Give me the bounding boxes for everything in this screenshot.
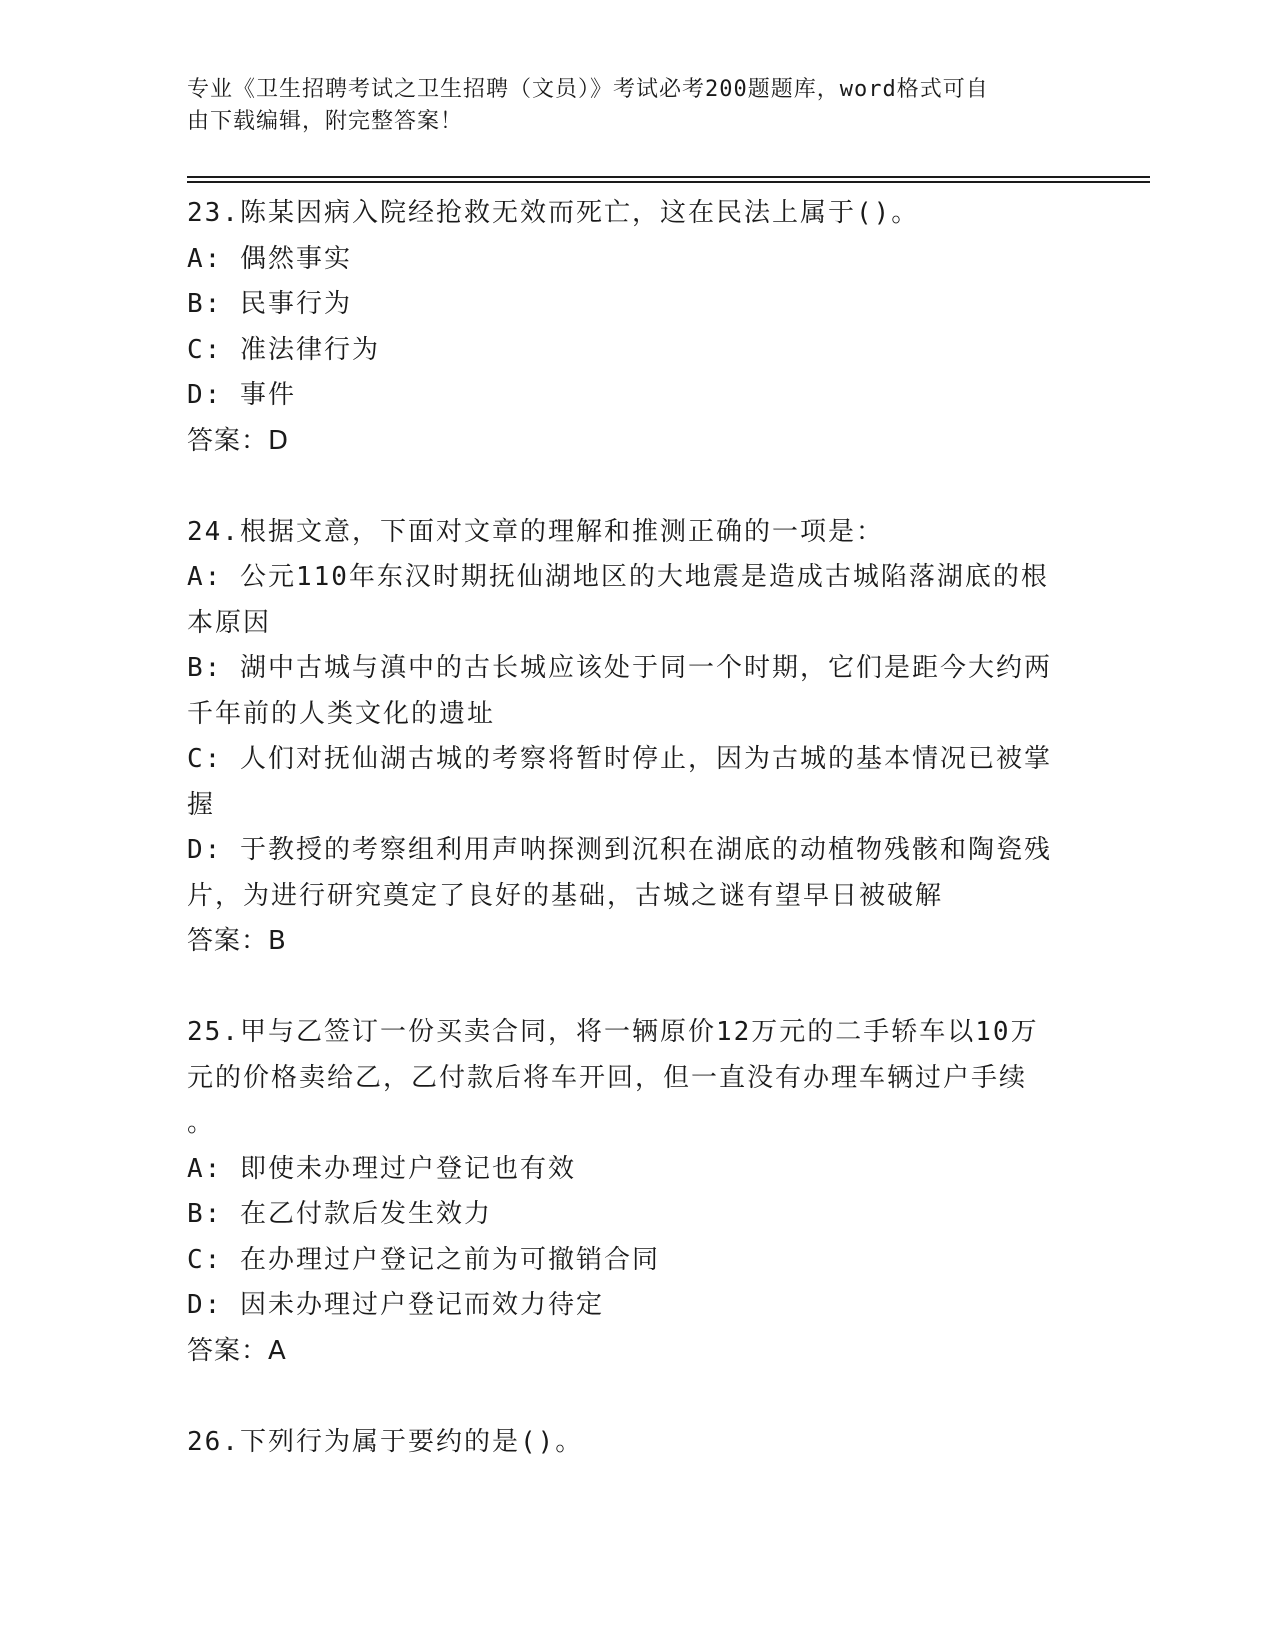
option-c: C: 在办理过户登记之前为可撤销合同 [187,1244,660,1275]
question-stem: 23.陈某因病入院经抢救无效而死亡，这在民法上属于()。 [187,198,920,228]
spacer [187,965,1067,1011]
option-d: D: 因未办理过户登记而效力待定 [187,1290,604,1320]
question-23 [187,191,1067,464]
option-c-line-2: 握 [187,789,216,820]
question-list [187,191,1067,1465]
header-line-2: 由下载编辑，附完整答案！ [187,109,464,134]
option-b: B: 在乙付款后发生效力 [187,1199,492,1229]
option-b-line-2: 千年前的人类文化的遗址 [187,698,496,729]
option-b: B: 民事行为 [187,289,352,319]
spacer [187,1374,1067,1420]
question-stem: 26.下列行为属于要约的是()。 [187,1426,584,1457]
header-line-1: 专业《卫生招聘考试之卫生招聘（文员）》考试必考200题题库，word格式可自 [187,77,989,102]
option-c-line-1: C: 人们对抚仙湖古城的考察将暂时停止，因为古城的基本情况已被掌 [187,744,1052,774]
option-a: A: 即使未办理过户登记也有效 [187,1153,576,1184]
question-25 [187,1010,1067,1374]
question-stem-line-2: 元的价格卖给乙，乙付款后将车开回，但一直没有办理车辆过户手续 [187,1062,1028,1093]
answer: 答案：D [187,425,290,456]
option-d-line-1: D: 于教授的考察组利用声呐探测到沉积在湖底的动植物残骸和陶瓷残 [187,835,1052,865]
question-stem: 24.根据文意，下面对文章的理解和推测正确的一项是： [187,516,884,547]
option-c: C: 准法律行为 [187,334,380,365]
question-stem-line-3: 。 [187,1108,216,1138]
answer: 答案：A [187,1335,287,1366]
document-header [187,74,1067,138]
option-b-line-1: B: 湖中古城与滇中的古长城应该处于同一个时期，它们是距今大约两 [187,653,1052,683]
spacer [187,464,1067,510]
option-d: D: 事件 [187,380,296,410]
answer: 答案：B [187,926,287,956]
option-a-line-1: A: 公元110年东汉时期抚仙湖地区的大地震是造成古城陷落湖底的根 [187,562,1049,592]
question-26 [187,1420,1067,1466]
option-a: A: 偶然事实 [187,243,352,274]
option-a-line-2: 本原因 [187,607,272,638]
question-stem-line-1: 25.甲与乙签订一份买卖合同，将一辆原价12万元的二手轿车以10万 [187,1017,1039,1047]
question-24 [187,510,1067,965]
header-divider-bottom [187,181,1150,183]
option-d-line-2: 片，为进行研究奠定了良好的基础，古城之谜有望早日被破解 [187,880,944,911]
header-divider-top [187,176,1150,178]
